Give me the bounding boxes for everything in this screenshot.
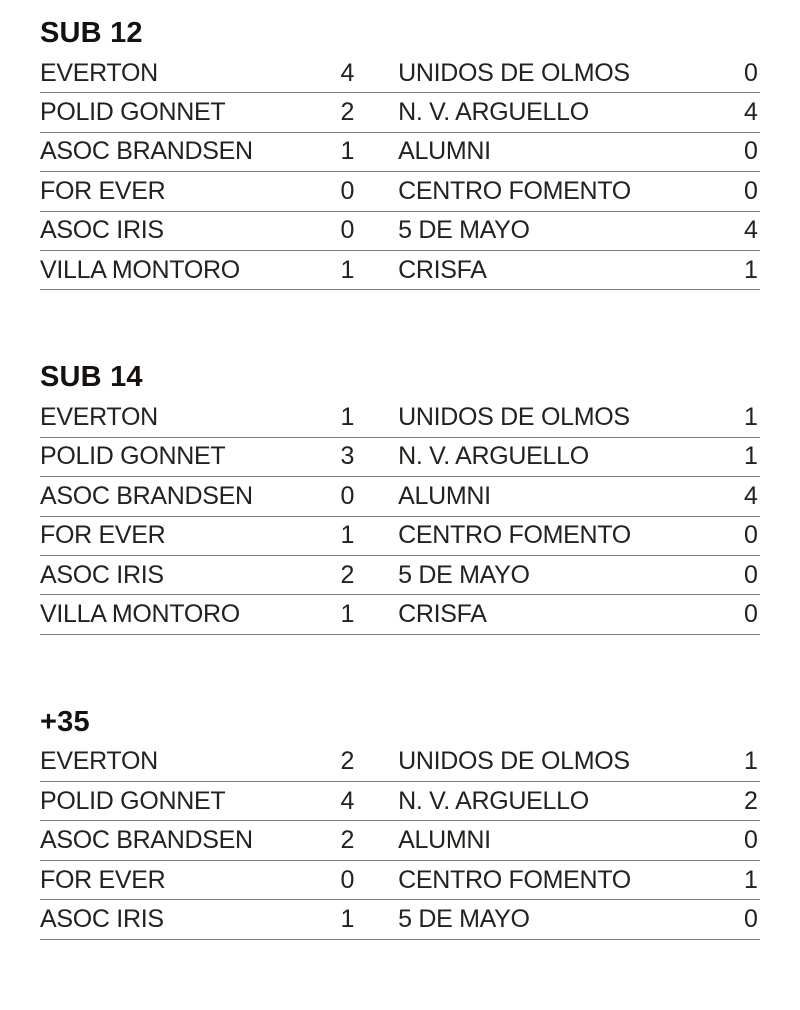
section-title: SUB 14 — [40, 361, 143, 394]
away-team: CRISFA — [398, 599, 487, 628]
match-row — [40, 172, 760, 211]
away-score: 4 — [744, 481, 758, 510]
home-team: EVERTON — [40, 403, 158, 432]
match-row — [40, 212, 760, 251]
away-team: UNIDOS DE OLMOS — [398, 58, 630, 87]
home-score: 4 — [340, 786, 355, 815]
home-score: 0 — [340, 216, 355, 245]
home-score: 1 — [340, 599, 355, 628]
home-team: FOR EVER — [40, 521, 166, 550]
results-table — [40, 54, 760, 290]
away-team: 5 DE MAYO — [398, 904, 530, 933]
home-score: 2 — [340, 560, 355, 589]
away-score: 0 — [744, 599, 758, 628]
home-score: 0 — [340, 176, 355, 205]
home-team: ASOC IRIS — [40, 216, 164, 245]
away-team: ALUMNI — [398, 481, 491, 510]
match-row — [40, 93, 760, 132]
home-team: EVERTON — [40, 747, 158, 776]
away-team: UNIDOS DE OLMOS — [398, 403, 630, 432]
home-team: POLID GONNET — [40, 786, 226, 815]
away-score: 1 — [744, 403, 758, 432]
home-team: FOR EVER — [40, 176, 166, 205]
away-team: N. V. ARGUELLO — [398, 442, 589, 471]
home-score: 0 — [340, 865, 355, 894]
home-team: EVERTON — [40, 58, 158, 87]
away-team: CENTRO FOMENTO — [398, 865, 631, 894]
home-score: 1 — [340, 904, 355, 933]
home-score: 1 — [340, 403, 355, 432]
section-title: +35 — [40, 705, 90, 738]
away-team: ALUMNI — [398, 137, 491, 166]
away-team: CENTRO FOMENTO — [398, 176, 631, 205]
away-team: CENTRO FOMENTO — [398, 521, 631, 550]
away-team: CRISFA — [398, 255, 487, 284]
section-plus-35 — [40, 705, 760, 940]
match-row — [40, 821, 760, 860]
home-score: 1 — [340, 137, 355, 166]
away-score: 1 — [744, 255, 758, 284]
away-score: 0 — [744, 521, 758, 550]
away-team: N. V. ARGUELLO — [398, 98, 589, 127]
home-team: ASOC BRANDSEN — [40, 826, 253, 855]
away-score: 4 — [744, 216, 758, 245]
away-team: 5 DE MAYO — [398, 216, 530, 245]
away-score: 0 — [744, 560, 758, 589]
results-table — [40, 398, 760, 634]
match-row — [40, 251, 760, 290]
match-row — [40, 477, 760, 516]
match-row — [40, 556, 760, 595]
away-score: 1 — [744, 747, 758, 776]
match-row — [40, 438, 760, 477]
results-table — [40, 743, 760, 940]
away-team: UNIDOS DE OLMOS — [398, 747, 630, 776]
home-team: VILLA MONTORO — [40, 255, 240, 284]
away-team: ALUMNI — [398, 826, 491, 855]
home-score: 1 — [340, 521, 355, 550]
home-score: 2 — [340, 98, 355, 127]
home-team: POLID GONNET — [40, 442, 226, 471]
home-score: 2 — [340, 826, 355, 855]
results-page — [40, 16, 760, 940]
away-score: 1 — [744, 442, 758, 471]
home-score: 0 — [340, 481, 355, 510]
match-row — [40, 133, 760, 172]
home-score: 3 — [340, 442, 355, 471]
home-score: 2 — [340, 747, 355, 776]
home-team: FOR EVER — [40, 865, 166, 894]
home-team: VILLA MONTORO — [40, 599, 240, 628]
home-score: 1 — [340, 255, 355, 284]
home-score: 4 — [340, 58, 355, 87]
home-team: ASOC IRIS — [40, 904, 164, 933]
match-row — [40, 517, 760, 556]
match-row — [40, 398, 760, 437]
away-score: 0 — [744, 176, 758, 205]
section-sub-14 — [40, 360, 760, 634]
away-team: 5 DE MAYO — [398, 560, 530, 589]
away-score: 0 — [744, 904, 758, 933]
home-team: POLID GONNET — [40, 98, 226, 127]
match-row — [40, 595, 760, 634]
away-score: 0 — [744, 826, 758, 855]
match-row — [40, 743, 760, 782]
home-team: ASOC IRIS — [40, 560, 164, 589]
section-title: SUB 12 — [40, 17, 143, 49]
match-row — [40, 782, 760, 821]
home-team: ASOC BRANDSEN — [40, 137, 253, 166]
home-team: ASOC BRANDSEN — [40, 481, 253, 510]
away-score: 4 — [744, 98, 758, 127]
away-score: 0 — [744, 58, 758, 87]
match-row — [40, 54, 760, 93]
away-score: 0 — [744, 137, 758, 166]
away-team: N. V. ARGUELLO — [398, 786, 589, 815]
match-row — [40, 900, 760, 939]
away-score: 1 — [744, 865, 758, 894]
away-score: 2 — [744, 786, 758, 815]
match-row — [40, 861, 760, 900]
section-sub-12 — [40, 16, 760, 290]
